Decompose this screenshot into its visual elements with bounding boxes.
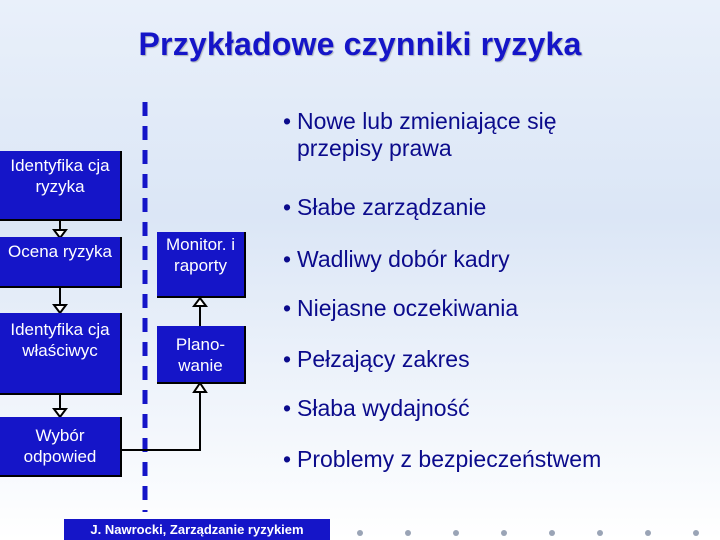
down-arrow xyxy=(54,221,66,238)
box-label: Identyfika cja właściwyc xyxy=(10,320,110,360)
footer-dots xyxy=(357,530,699,536)
bullet-text: Pełzający zakres xyxy=(297,346,470,372)
list-item xyxy=(283,108,683,162)
list-item xyxy=(283,246,510,273)
list-item xyxy=(283,194,486,221)
footer-credit: J. Nawrocki, Zarządzanie ryzykiem xyxy=(64,519,330,540)
bullet-text: Niejasne oczekiwania xyxy=(297,295,519,321)
down-arrow xyxy=(54,395,66,417)
bullet-text: Słaba wydajność xyxy=(297,395,470,421)
bullet-text: Wadliwy dobór kadry xyxy=(297,246,510,272)
box-wybor-odpowiedzi xyxy=(0,417,122,477)
box-label: Ocena ryzyka xyxy=(8,242,112,261)
box-label: Monitor. i raporty xyxy=(166,235,235,275)
slide-title: Przykładowe czynniki ryzyka xyxy=(138,26,582,62)
list-item xyxy=(283,295,518,322)
box-label: Identyfika cja ryzyka xyxy=(10,156,110,196)
down-arrow xyxy=(54,288,66,313)
bullet-icon: • xyxy=(283,446,292,472)
bullet-text: Słabe zarządzanie xyxy=(297,194,487,220)
bullet-text: Nowe lub zmieniające się przepisy prawa xyxy=(297,108,557,161)
box-identyfikacja-wlasciwych xyxy=(0,313,122,395)
bullet-text: Problemy z bezpieczeństwem xyxy=(297,446,602,472)
bullet-icon: • xyxy=(283,346,292,372)
bullet-icon: • xyxy=(283,194,292,220)
box-ocena-ryzyka xyxy=(0,237,122,288)
bullet-icon: • xyxy=(283,395,292,421)
box-label: Plano-wanie xyxy=(175,335,226,375)
up-arrow xyxy=(194,298,206,326)
box-planowanie xyxy=(157,326,246,384)
box-identyfikacja-ryzyka xyxy=(0,151,122,221)
up-arrow xyxy=(194,383,206,392)
list-item xyxy=(283,446,601,473)
list-item xyxy=(283,346,470,373)
list-item xyxy=(283,395,470,422)
feedback-connector xyxy=(122,388,200,450)
box-monitorowanie xyxy=(157,232,246,298)
bullet-icon: • xyxy=(283,108,292,134)
box-label: Wybór odpowied xyxy=(23,426,97,466)
bullet-icon: • xyxy=(283,295,292,321)
bullet-icon: • xyxy=(283,246,292,272)
